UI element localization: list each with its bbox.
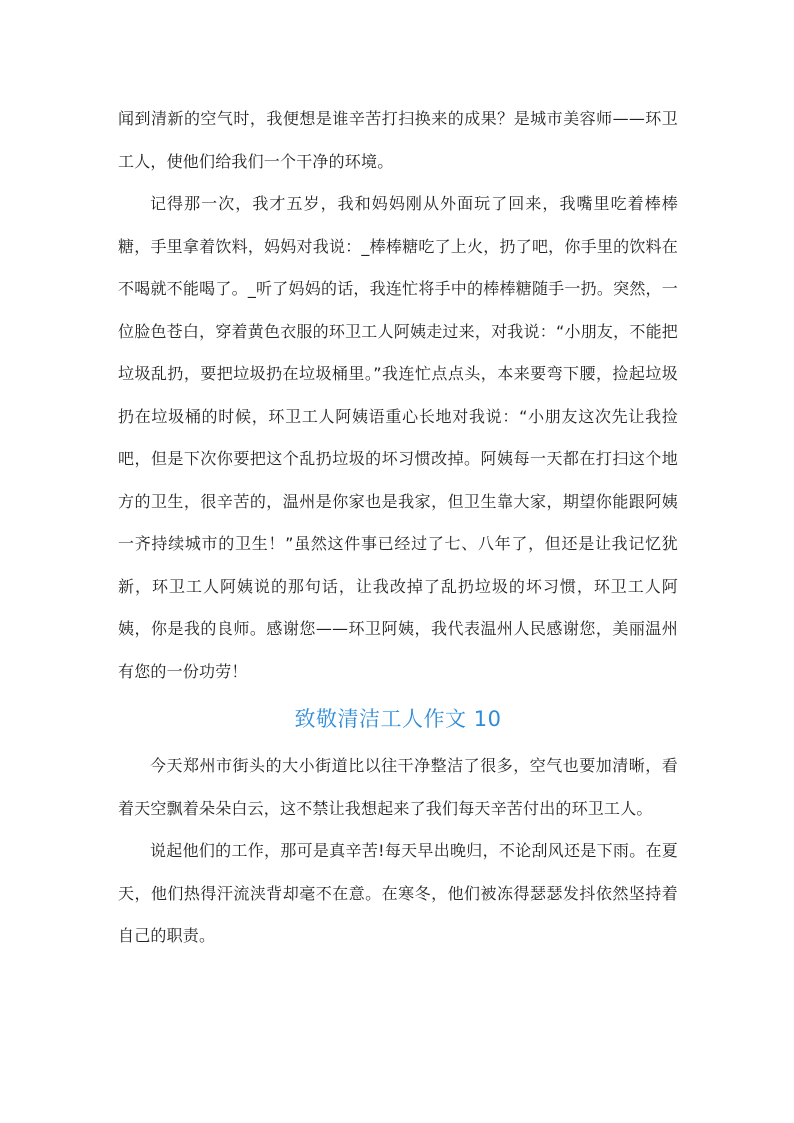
paragraph-work: 说起他们的工作，那可是真辛苦!每天早出晚归，不论刮风还是下雨。在夏天，他们热得汗流浃背却毫不在意。在寒冬，他们被冻得瑟瑟发抖依然坚持着自己的职责。 xyxy=(118,841,678,945)
paragraph-intro: 闻到清新的空气时，我便想是谁辛苦打扫换来的成果？是城市美容师——环卫工人，使他们给我们一个干净的环境。 xyxy=(118,109,678,171)
paragraph-memory: 记得那一次，我才五岁，我和妈妈刚从外面玩了回来，我嘴里吃着棒棒糖，手里拿着饮料，妈妈对我说：_棒棒糖吃了上火，扔了吧，你手里的饮料在不喝就不能喝了。_听了妈妈的话，我连忙将手中的棒棒糖随手一扔。突然，一位脸色苍白，穿着黄色衣服的环卫工人阿姨走过来，对我说：“小朋友，不能把垃圾乱扔，要把垃圾扔在垃圾桶里。”我连忙点点头，本来要弯下腰，捡起垃圾扔在垃圾桶的时候，环卫工人阿姨语重心长地对我说：“小朋友这次先让我捡吧，但是下次你要把这个乱扔垃圾的坏习惯改掉。阿姨每一天都在打扫这个地方的卫生，很辛苦的，温州是你家也是我家，但卫生靠大家，期望你能跟阿姨一齐持续城市的卫生！”虽然这件事已经过了七、八年了，但还是让我记忆犹新，环卫工人阿姨说的那句话，让我改掉了乱扔垃圾的坏习惯，环卫工人阿姨，你是我的良师。感谢您——环卫阿姨，我代表温州人民感谢您，美丽温州有您的一份功劳！ xyxy=(118,194,678,681)
section-heading: 致敬清洁工人作文 10 xyxy=(294,707,502,731)
paragraph-zhengzhou: 今天郑州市街头的大小街道比以往干净整洁了很多，空气也要加清晰，看着天空飘着朵朵白云，这不禁让我想起来了我们每天辛苦付出的环卫工人。 xyxy=(118,756,678,818)
document-page xyxy=(118,98,678,958)
